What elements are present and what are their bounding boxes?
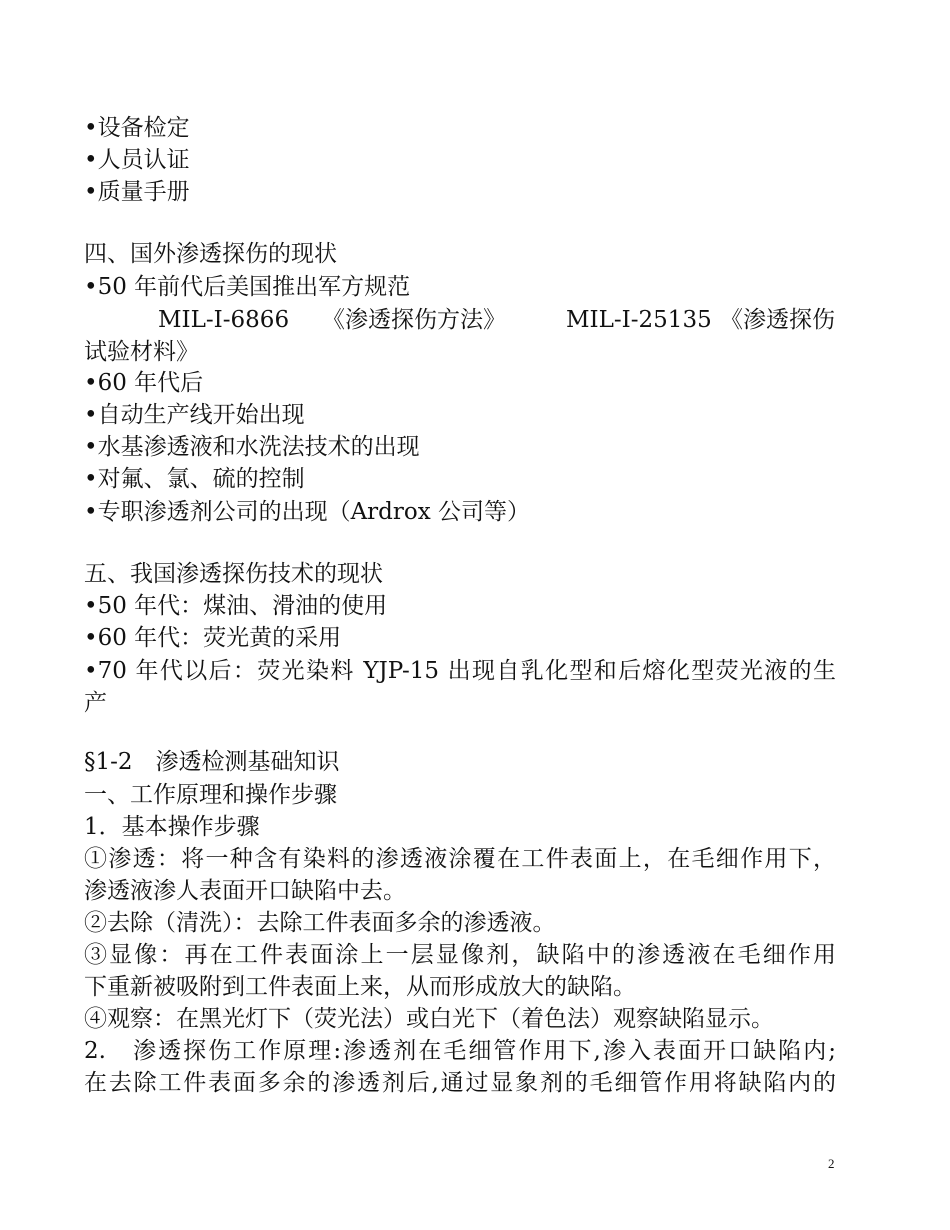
step-observation: ④观察：在黑光灯下（荧光法）或白光下（着色法）观察缺陷显示。 (84, 1006, 774, 1032)
section-heading-foreign-status: 四、国外渗透探伤的现状 (84, 241, 337, 267)
page-number: 2 (828, 1156, 835, 1171)
bullet-1970s-continued: 产 (84, 690, 107, 716)
spec-code-25135: MIL-I-25135 (566, 307, 712, 333)
bullet-1950s-kerosene: •50 年代：煤油、滑油的使用 (84, 593, 388, 619)
bullet-personnel-certification: •人员认证 (84, 147, 190, 173)
bullet-equipment-verification: •设备检定 (84, 115, 190, 141)
step-development: ③显像：再在工件表面涂上一层显像剂，缺陷中的渗透液在毛细作用 (84, 942, 836, 968)
principle-paragraph-line1: 2. 渗透探伤工作原理:渗透剂在毛细管作用下,渗入表面开口缺陷内; (84, 1038, 836, 1064)
bullet-1950s-military-spec: •50 年前代后美国推出军方规范 (84, 274, 411, 300)
step-removal: ②去除（清洗）：去除工件表面多余的渗透液。 (84, 910, 556, 936)
bullet-1970s-fluorescent-dye: •70 年代以后：荧光染料 YJP-15 出现自乳化型和后熔化型荧光液的生 (84, 658, 836, 684)
bullet-1960s-fluorescein: •60 年代：荧光黄的采用 (84, 625, 342, 651)
spec-title-method: 《渗透探伤方法》 (322, 307, 506, 333)
spec-title-materials-end: 试验材料》 (84, 339, 199, 365)
spec-title-materials-start: 《渗透探伤 (720, 307, 835, 333)
bullet-after-1960s: •60 年代后 (84, 370, 204, 396)
bullet-automated-lines: •自动生产线开始出现 (84, 402, 305, 428)
bullet-water-based: •水基渗透液和水洗法技术的出现 (84, 434, 420, 460)
step-penetration: ①渗透：将一种含有染料的渗透液涂覆在工件表面上，在毛细作用下， (84, 846, 836, 872)
section-heading-domestic-status: 五、我国渗透探伤技术的现状 (84, 561, 383, 587)
step-development-continued: 下重新被吸附到工件表面上来，从而形成放大的缺陷。 (84, 974, 636, 1000)
bullet-penetrant-companies: •专职渗透剂公司的出现（Ardrox 公司等） (84, 499, 531, 525)
bullet-quality-manual: •质量手册 (84, 179, 190, 205)
step-penetration-continued: 渗透液渗人表面开口缺陷中去。 (84, 878, 406, 904)
section-heading-basics: §1-2 渗透检测基础知识 (84, 749, 340, 775)
spec-code-6866: MIL-I-6866 (158, 307, 290, 333)
subheading-principle-steps: 一、工作原理和操作步骤 (84, 782, 337, 808)
bullet-halogen-control: •对氟、氯、硫的控制 (84, 466, 305, 492)
subheading-basic-steps: 1．基本操作步骤 (84, 814, 260, 840)
principle-paragraph-line2: 在去除工件表面多余的渗透剂后,通过显象剂的毛细管作用将缺陷内的 (84, 1070, 836, 1096)
